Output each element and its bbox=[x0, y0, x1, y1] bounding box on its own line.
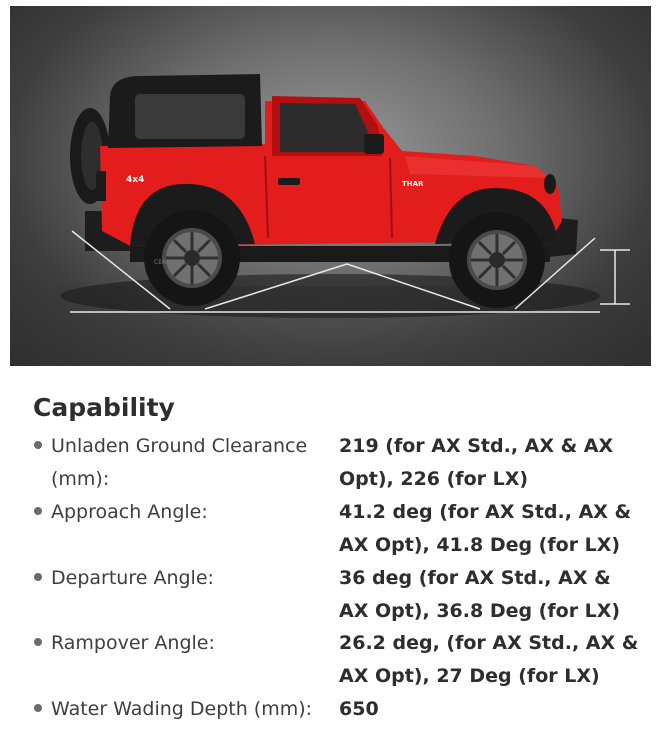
rear-wheel bbox=[144, 210, 240, 306]
spec-value: 26.2 deg, (for AX Std., AX & AX Opt), 27 Deg (for LX) bbox=[339, 632, 639, 687]
spec-label: Approach Angle: bbox=[51, 501, 208, 523]
spec-value: 219 (for AX Std., AX & AX Opt), 226 (for LX) bbox=[339, 435, 614, 490]
spec-label: Departure Angle: bbox=[51, 567, 214, 589]
section-title: Capability bbox=[33, 393, 175, 422]
spec-label: Water Wading Depth (mm): bbox=[51, 698, 313, 720]
bullet-icon bbox=[34, 704, 42, 712]
suv-illustration bbox=[10, 6, 651, 366]
bullet-icon bbox=[34, 441, 42, 449]
spec-value: 36 deg (for AX Std., AX & AX Opt), 36.8 Deg (for LX) bbox=[339, 567, 621, 622]
spec-label: Rampover Angle: bbox=[51, 632, 215, 654]
badge-4x4: 4x4 bbox=[126, 175, 145, 185]
badge-model: THAR bbox=[402, 180, 424, 188]
bullet-icon bbox=[34, 507, 42, 515]
spec-value: 41.2 deg (for AX Std., AX & AX Opt), 41.8 Deg (for LX) bbox=[339, 501, 632, 556]
vehicle-hero-image bbox=[10, 6, 651, 366]
tyre-brand: CEAT bbox=[154, 259, 170, 266]
spec-label: Unladen Ground Clearance (mm): bbox=[51, 435, 308, 490]
bullet-icon bbox=[34, 638, 42, 646]
front-wheel bbox=[449, 212, 545, 308]
bullet-icon bbox=[34, 573, 42, 581]
spec-value: 650 bbox=[339, 698, 379, 720]
